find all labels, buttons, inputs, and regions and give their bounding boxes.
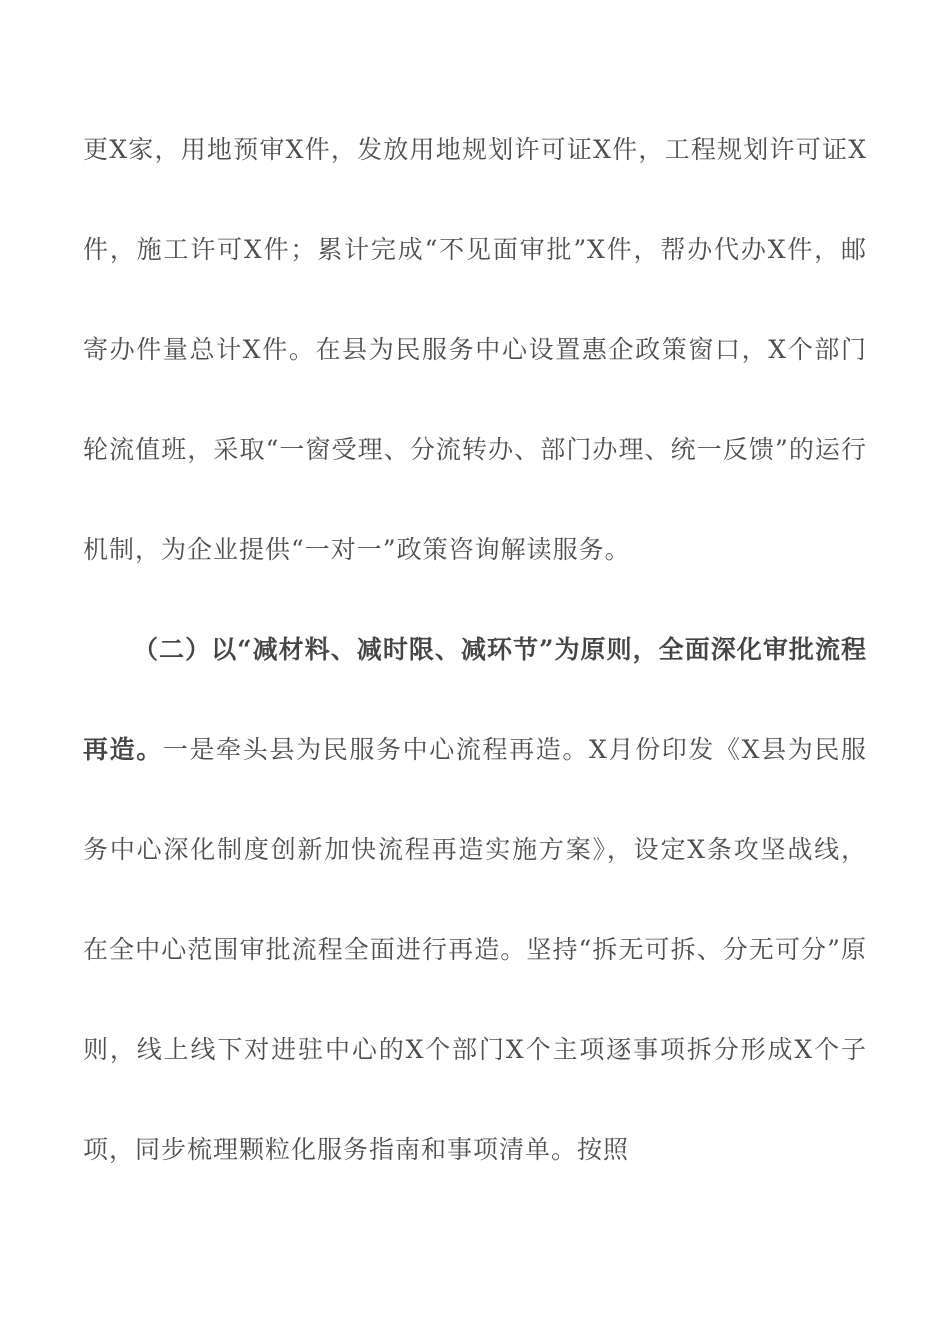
paragraph-text: 更X家，用地预审X件，发放用地规划许可证X件，工程规划许可证X件，施工许可X件；累计完成“不见面审批”X件，帮办代办X件，邮寄办件量总计X件。在县为民服务中心设置惠企政策窗口，X个部门轮流值班，采取“一窗受理、分流转办、部门办理、统一反馈”的运行机制，为企业提供“一对一”政策咨询解读服务。 [83,135,867,564]
paragraph-section-heading [83,600,867,1200]
paragraph-text: 一是牵头县为民服务中心流程再造。X月份印发《X县为民服务中心深化制度创新加快流程再造实施方案》，设定X条攻坚战线，在全中心范围审批流程全面进行再造。坚持“拆无可拆、分无可分”原则，线上线下对进驻中心的X个部门X个主项逐事项拆分形成X个子项，同步梳理颗粒化服务指南和事项清单。按照 [83,735,867,1164]
section-heading-bold-text: （二）以“减材料、减时限、减环节”为原则，全面深化审批流程再造。 [83,635,867,764]
paragraph-continuation [83,100,867,600]
